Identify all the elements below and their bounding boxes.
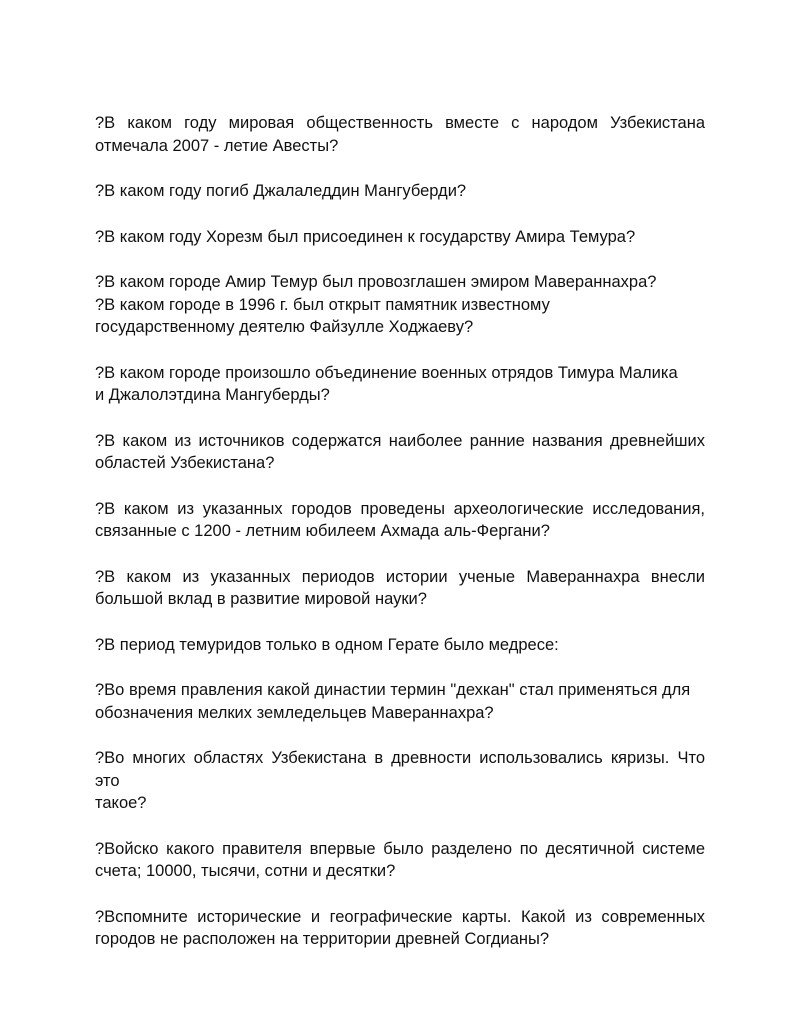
question-12-line-2: такое? bbox=[95, 794, 147, 812]
question-10-line-1: ?В период темуридов только в одном Герате было медресе: bbox=[95, 635, 559, 654]
question-11-line-2: обозначения мелких земледельцев Мавераннахра? bbox=[95, 703, 494, 722]
question-1-line-2: отмечала 2007 - летие Авесты? bbox=[95, 136, 339, 155]
question-11-line-1: ?Во время правления какой династии термин "дехкан" стал применяться для bbox=[95, 681, 691, 699]
question-5-line-2: государственному деятелю Файзулле Ходжаеву? bbox=[95, 318, 474, 336]
question-9 bbox=[95, 566, 705, 611]
question-5-line-1: ?В каком городе в 1996 г. был открыт памятник известному bbox=[95, 295, 550, 314]
question-5 bbox=[95, 294, 705, 339]
question-4 bbox=[95, 271, 705, 294]
question-2 bbox=[95, 180, 705, 203]
question-12-line-1: ?Во многих областях Узбекистана в древности использовались кяризы. Что это bbox=[95, 749, 705, 790]
question-7 bbox=[95, 430, 705, 475]
question-11 bbox=[95, 679, 705, 724]
question-14-line-1: ?Вспомните исторические и географические карты. Какой из современных bbox=[95, 907, 705, 926]
question-12 bbox=[95, 747, 705, 815]
question-8-line-2: связанные с 1200 - летним юбилеем Ахмада аль-Фергани? bbox=[95, 522, 550, 540]
question-8-line-1: ?В каком из указанных городов проведены археологические исследования, bbox=[95, 499, 705, 518]
question-14-line-2: городов не расположен на территории древней Согдианы? bbox=[95, 930, 550, 948]
question-9-line-1: ?В каком из указанных периодов истории ученые Мавераннахра внесли bbox=[95, 567, 705, 586]
question-14 bbox=[95, 906, 705, 951]
question-13-line-1: ?Войско какого правителя впервые было разделено по десятичной системе bbox=[95, 839, 705, 858]
question-13-line-2: счета; 10000, тысячи, сотни и десятки? bbox=[95, 862, 396, 880]
question-13 bbox=[95, 838, 705, 883]
question-1-line-1: ?В каком году мировая общественность вместе с народом Узбекистана bbox=[95, 114, 705, 132]
question-6-line-2: и Джалолэтдина Мангуберды? bbox=[95, 386, 330, 404]
question-6-line-1: ?В каком городе произошло объединение военных отрядов Тимура Малика bbox=[95, 363, 678, 382]
question-10 bbox=[95, 634, 705, 657]
question-7-line-2: областей Узбекистана? bbox=[95, 454, 275, 472]
question-2-line-1: ?В каком году погиб Джалаледдин Мангуберди? bbox=[95, 182, 467, 200]
question-9-line-2: большой вклад в развитие мировой науки? bbox=[95, 590, 427, 608]
document-page bbox=[95, 112, 705, 974]
question-6 bbox=[95, 362, 705, 407]
question-4-line-1: ?В каком городе Амир Темур был провозглашен эмиром Мавераннахра? bbox=[95, 273, 657, 291]
question-1 bbox=[95, 112, 705, 157]
question-7-line-1: ?В каком из источников содержатся наиболее ранние названия древнейших bbox=[95, 431, 705, 450]
question-3-line-1: ?В каком году Хорезм был присоединен к государству Амира Темура? bbox=[95, 227, 636, 246]
question-3 bbox=[95, 226, 705, 249]
question-8 bbox=[95, 498, 705, 543]
